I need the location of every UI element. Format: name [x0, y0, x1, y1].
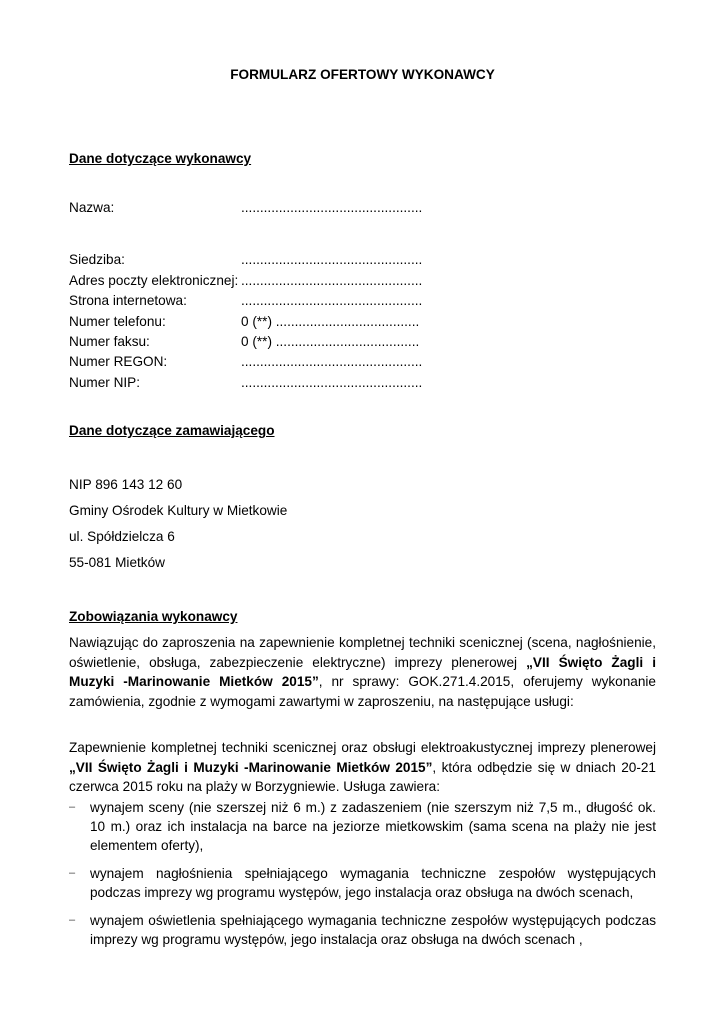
field-row-regon — [69, 353, 422, 371]
dash-bullet-icon: – — [69, 801, 76, 813]
field-value: 0 (**) ...................................... — [241, 334, 420, 349]
orderer-section-heading: Dane dotyczące zamawiającego — [69, 423, 275, 438]
field-label: Numer telefonu: — [69, 314, 166, 329]
contractor-section-heading: Dane dotyczące wykonawcy — [69, 151, 252, 166]
field-label: Siedziba: — [69, 252, 125, 267]
field-value: ................................................ — [241, 252, 423, 267]
paragraph-text: Zapewnienie kompletnej techniki scenicznej oraz obsługi elektroakustycznej imprezy plenerowej — [69, 740, 656, 755]
field-value: ................................................ — [241, 200, 423, 215]
list-item-text: wynajem oświetlenia spełniającego wymagania techniczne zespołów występujących podczas imprezy wg programu występów, jego instalacja oraz obsługa na dwóch scenach , — [90, 913, 656, 947]
field-value: ................................................ — [241, 273, 423, 288]
field-row-nip — [69, 374, 422, 392]
list-item — [69, 911, 656, 949]
field-value: ................................................ — [241, 293, 423, 308]
orderer-city: 55-081 Mietków — [69, 555, 165, 570]
obligations-paragraph-1 — [69, 633, 656, 711]
list-item-text: wynajem sceny (nie szerszej niż 6 m.) z zadaszeniem (nie szerszym niż 7,5 m., długość ok. 10 m.) oraz ich instalacja na barce na jeziorze mietkowskim (sama scena na plaży nie jest elementem oferty), — [90, 800, 656, 853]
services-list — [69, 798, 656, 958]
paragraph-text: , która odbędzie się w dniach 20-21 czerwca 2015 roku na plaży w Borzygniewie. Usługa zawiera: — [69, 759, 656, 794]
field-row-seat — [69, 251, 422, 269]
document-title: FORMULARZ OFERTOWY WYKONAWCY — [230, 67, 495, 82]
obligations-section-heading: Zobowiązania wykonawcy — [69, 609, 238, 624]
field-label: Numer NIP: — [69, 375, 141, 390]
field-label: Numer REGON: — [69, 354, 168, 369]
field-value: 0 (**) ...................................... — [241, 314, 420, 329]
list-item — [69, 864, 656, 902]
orderer-street: ul. Spółdzielcza 6 — [69, 529, 175, 544]
field-row-name — [69, 199, 422, 217]
orderer-nip: NIP 896 143 12 60 — [69, 477, 183, 492]
field-value: ................................................ — [241, 354, 423, 369]
field-label: Adres poczty elektronicznej: — [69, 273, 239, 288]
field-label: Strona internetowa: — [69, 293, 187, 308]
list-item — [69, 798, 656, 855]
paragraph-text: , nr sprawy: GOK.271.4.2015, oferujemy wykonanie zamówienia, zgodnie z wymogami zawartymi w zaproszeniu, na następujące usługi: — [69, 674, 656, 709]
field-row-fax — [69, 333, 419, 351]
obligations-paragraph-2 — [69, 738, 656, 797]
orderer-name: Gminy Ośrodek Kultury w Mietkowie — [69, 503, 288, 518]
field-label: Numer faksu: — [69, 334, 150, 349]
dash-bullet-icon: – — [69, 914, 76, 926]
field-label: Nazwa: — [69, 200, 115, 215]
field-row-phone — [69, 313, 419, 331]
field-row-email — [69, 272, 422, 290]
field-row-website — [69, 292, 422, 310]
event-name: „VII Święto Żagli i Muzyki -Marinowanie Mietków 2015” — [69, 654, 656, 689]
dash-bullet-icon: – — [69, 867, 76, 879]
field-value: ................................................ — [241, 375, 423, 390]
list-item-text: wynajem nagłośnienia spełniającego wymagania techniczne zespołów występujących podczas imprezy wg programu występów, jego instalacja oraz obsługa na dwóch scenach, — [90, 866, 656, 900]
paragraph-text: Nawiązując do zaproszenia na zapewnienie kompletnej techniki scenicznej (scena, nagłośnienie, oświetlenie, obsługa, zabezpieczenie elektryczne) imprezy plenerowej — [69, 635, 656, 670]
event-name: „VII Święto Żagli i Muzyki -Marinowanie Mietków 2015” — [69, 759, 433, 775]
